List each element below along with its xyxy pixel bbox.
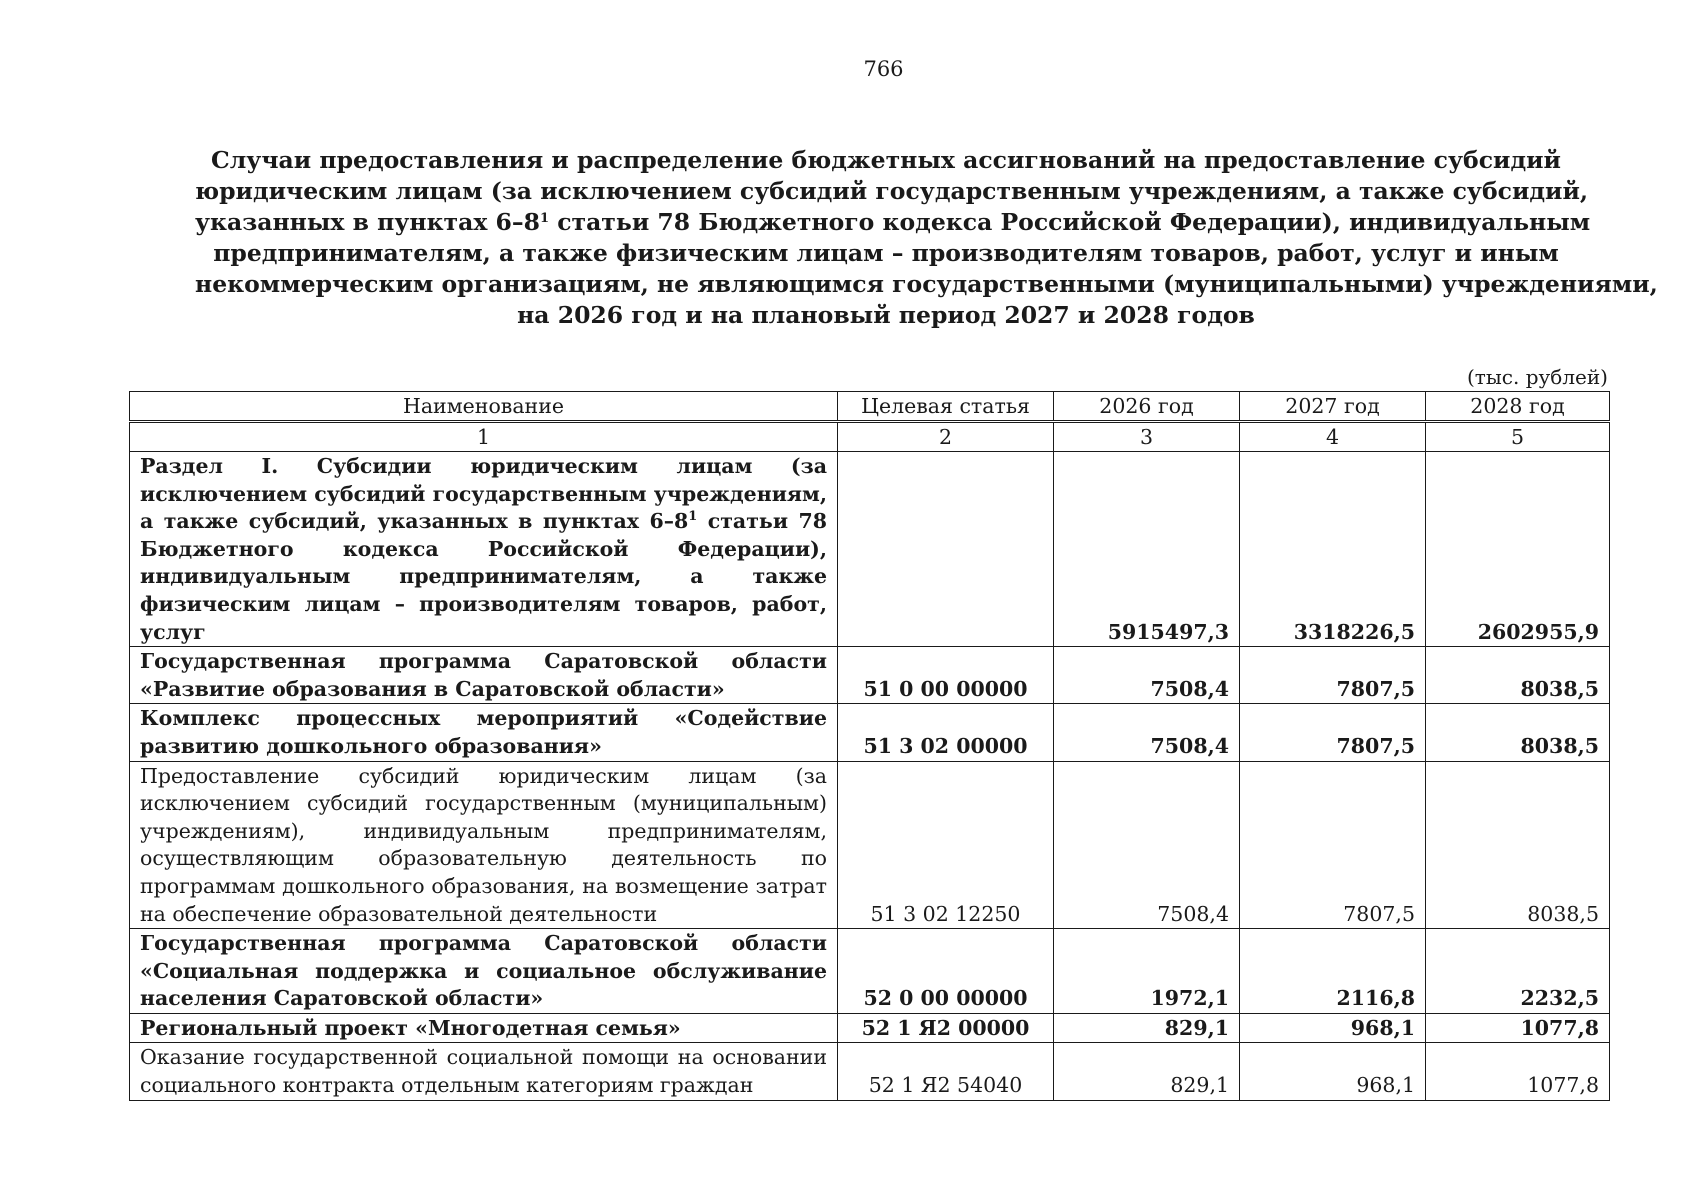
row-name: Комплекс процессных мероприятий «Содействие развитию дошкольного образования» (130, 704, 838, 761)
row-2028: 8038,5 (1426, 761, 1610, 929)
row-2026: 1972,1 (1054, 929, 1240, 1014)
title-line: некоммерческим организациям, не являющимся государственными (муниципальными) учреждениями, (195, 270, 1658, 298)
column-number: 3 (1054, 422, 1240, 452)
column-number: 5 (1426, 422, 1610, 452)
title-text: статьи 78 Бюджетного кодекса Российской Федерации), индивидуальным (549, 208, 1591, 236)
title-line: Случаи предоставления и распределение бюджетных ассигнований на предоставление субсидий (211, 146, 1561, 174)
header-2027: 2027 год (1240, 392, 1426, 422)
row-2026: 7508,4 (1054, 704, 1240, 761)
header-row (130, 392, 1610, 422)
row-2028: 1077,8 (1426, 1043, 1610, 1100)
title-line: предпринимателям, а также физическим лицам – производителям товаров, работ, услуг и иным (213, 239, 1559, 267)
budget-table (129, 391, 1610, 1101)
header-2028: 2028 год (1426, 392, 1610, 422)
row-code: 52 1 Я2 00000 (838, 1013, 1054, 1043)
row-name: Государственная программа Саратовской области «Развитие образования в Саратовской области» (130, 647, 838, 704)
table-row (130, 647, 1610, 704)
row-code: 52 0 00 00000 (838, 929, 1054, 1014)
row-2028: 8038,5 (1426, 704, 1610, 761)
superscript: 1 (688, 509, 698, 525)
row-2026: 829,1 (1054, 1043, 1240, 1100)
table-row (130, 1043, 1610, 1100)
header-code: Целевая статья (838, 392, 1054, 422)
column-number: 4 (1240, 422, 1426, 452)
row-2026: 5915497,3 (1054, 452, 1240, 647)
table-row (130, 1013, 1610, 1043)
title-line: юридическим лицам (за исключением субсидий государственным учреждениям, а также субсидий, (195, 177, 1589, 205)
column-number: 2 (838, 422, 1054, 452)
row-name: Региональный проект «Многодетная семья» (130, 1013, 838, 1043)
table-row (130, 704, 1610, 761)
units-label: (тыс. рублей) (1467, 365, 1608, 389)
page-number: 766 (863, 57, 904, 81)
row-code: 51 0 00 00000 (838, 647, 1054, 704)
row-2027: 968,1 (1240, 1013, 1426, 1043)
superscript: 1 (539, 211, 550, 226)
row-2026: 829,1 (1054, 1013, 1240, 1043)
row-name: Оказание государственной социальной помощи на основании социального контракта отдельным категориям граждан (130, 1043, 838, 1100)
row-code: 52 1 Я2 54040 (838, 1043, 1054, 1100)
title-text: указанных в пунктах 6–8 (195, 208, 540, 236)
title-line: на 2026 год и на плановый период 2027 и 2028 годов (517, 301, 1255, 329)
row-2027: 2116,8 (1240, 929, 1426, 1014)
row-2027: 7807,5 (1240, 704, 1426, 761)
table-row (130, 452, 1610, 647)
row-2028: 2602955,9 (1426, 452, 1610, 647)
row-code (838, 452, 1054, 647)
header-name: Наименование (130, 392, 838, 422)
document-title (195, 145, 1658, 331)
row-2027: 7807,5 (1240, 761, 1426, 929)
row-2027: 3318226,5 (1240, 452, 1426, 647)
row-2027: 968,1 (1240, 1043, 1426, 1100)
row-name: Предоставление субсидий юридическим лицам (за исключением субсидий государственным (муниципальным) учреждениям), индивидуальным предпринимателям, осуществляющим образовательную деятельность по программам дошкольного образования, на возмещение затрат на обеспечение образовательной деятельности (130, 761, 838, 929)
row-code: 51 3 02 12250 (838, 761, 1054, 929)
table-row (130, 929, 1610, 1014)
row-name-text: Раздел I. Субсидии юридическим лицам (за исключением субсидий государственным учреждениям, а также субсидий, указанных в пунктах 6–8 (140, 454, 827, 534)
table-row (130, 761, 1610, 929)
row-2028: 2232,5 (1426, 929, 1610, 1014)
row-2026: 7508,4 (1054, 761, 1240, 929)
row-2026: 7508,4 (1054, 647, 1240, 704)
header-2026: 2026 год (1054, 392, 1240, 422)
row-name: Государственная программа Саратовской области «Социальная поддержка и социальное обслуживание населения Саратовской области» (130, 929, 838, 1014)
column-number-row (130, 422, 1610, 452)
row-code: 51 3 02 00000 (838, 704, 1054, 761)
row-2028: 1077,8 (1426, 1013, 1610, 1043)
row-2027: 7807,5 (1240, 647, 1426, 704)
row-name-text: статьи 78 Бюджетного кодекса Российской Федерации), индивидуальным предпринимателям, а также физическим лицам – производителям товаров, работ, услуг (140, 509, 828, 644)
row-name (130, 452, 838, 647)
title-line (195, 207, 1591, 238)
row-2028: 8038,5 (1426, 647, 1610, 704)
column-number: 1 (130, 422, 838, 452)
